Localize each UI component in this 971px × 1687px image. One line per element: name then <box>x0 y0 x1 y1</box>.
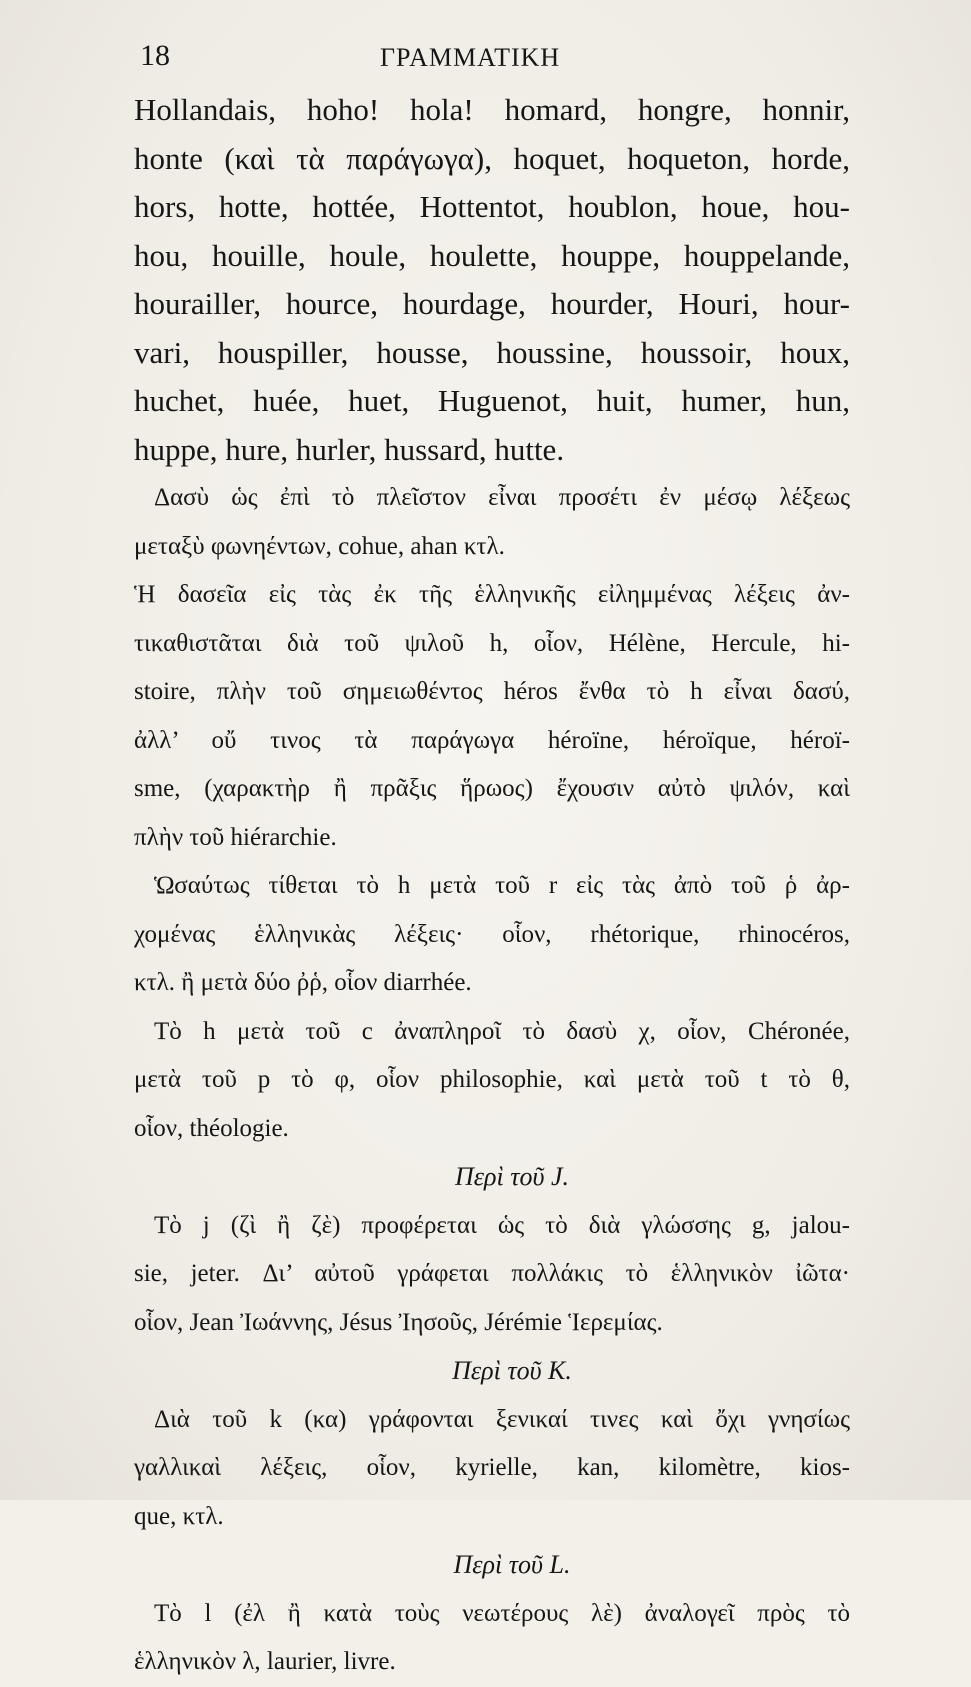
text-line: hourailler, hource, hourdage, hourder, Houri, hour- <box>134 286 850 321</box>
text-line: huchet, huée, huet, Huguenot, huit, humer, hun, <box>134 383 850 418</box>
text-line: μετὰ τοῦ p τὸ φ, οἷον philosophie, καὶ μετὰ τοῦ t τὸ θ, <box>134 1066 850 1093</box>
text-line: Hollandais, hoho! hola! homard, hongre, honnir, <box>134 92 850 127</box>
section-heading-l: Περὶ τοῦ L. <box>453 1550 571 1579</box>
running-title: ΓΡΑΜΜΑΤΙΚΗ <box>380 43 561 72</box>
text-line: honte (καὶ τὰ παράγωγα), hoquet, hoqueton, horde, <box>134 140 850 176</box>
page-number: 18 <box>140 39 170 72</box>
text-line: ἑλληνικὸν λ, laurier, livre. <box>134 1648 396 1675</box>
text-line: sie, jeter. Δι’ αὐτοῦ γράφεται πολλάκις τὸ ἑλληνικὸν ἰῶτα· <box>134 1260 850 1287</box>
text-line: οἷον, théologie. <box>134 1114 289 1142</box>
text-line: hou, houille, houle, houlette, houppe, houppelande, <box>134 237 850 273</box>
text-line: Τὸ j (ζὶ ἢ ζὲ) προφέρεται ὡς τὸ διὰ γλώσσης g, jalou- <box>154 1211 850 1239</box>
text-line: Τὸ h μετὰ τοῦ c ἀναπληροῖ τὸ δασὺ χ, οἷον, Chéronée, <box>154 1017 850 1045</box>
text-line: χομένας ἑλληνικὰς λέξεις· οἷον, rhétorique, rhinocéros, <box>134 920 850 948</box>
text-line: κτλ. ἢ μετὰ δύο ῤῥ, οἷον diarrhée. <box>134 969 472 996</box>
text-line: hors, hotte, hottée, Hottentot, houblon, houe, hou- <box>134 189 850 224</box>
text-line: Τὸ l (ἐλ ἢ κατὰ τοὺς νεωτέρους λὲ) ἀναλογεῖ πρὸς τὸ <box>154 1599 850 1627</box>
text-line: que, κτλ. <box>134 1502 224 1530</box>
text-line: Ἡ δασεῖα εἰς τὰς ἐκ τῆς ἑλληνικῆς εἰλημμένας λέξεις ἀν- <box>134 581 850 608</box>
text-line: πλὴν τοῦ hiérarchie. <box>134 823 337 851</box>
section-heading-k: Περὶ τοῦ K. <box>452 1356 572 1385</box>
text-line: vari, houspiller, housse, houssine, houssoir, houx, <box>134 334 850 370</box>
text-line: τικαθιστᾶται διὰ τοῦ ψιλοῦ h, οἷον, Hélène, Hercule, hi- <box>134 629 850 657</box>
section-heading-j: Περὶ τοῦ J. <box>454 1162 569 1191</box>
text-line: stoire, πλὴν τοῦ σημειωθέντος héros ἔνθα τὸ h εἶναι δασύ, <box>134 678 850 705</box>
body-text <box>134 86 850 1687</box>
text-line: γαλλικαὶ λέξεις, οἷον, kyrielle, kan, kilomètre, kios- <box>134 1454 850 1481</box>
text-line: μεταξὺ φωνηέντων, cohue, ahan κτλ. <box>134 532 505 560</box>
text-line: sme, (χαρακτὴρ ἢ πρᾶξις ἥρωος) ἔχουσιν αὐτὸ ψιλόν, καὶ <box>134 775 850 802</box>
text-line: ἀλλ’ οὔ τινος τὰ παράγωγα héroïne, héroïque, héroï- <box>134 726 850 754</box>
text-line: Ὡσαύτως τίθεται τὸ h μετὰ τοῦ r εἰς τὰς ἀπὸ τοῦ ῥ ἀρ- <box>154 872 850 899</box>
page-header <box>140 38 840 78</box>
text-line: Διὰ τοῦ k (κα) γράφονται ξενικαί τινες καὶ ὄχι γνησίως <box>154 1405 850 1433</box>
text-line: Δασὺ ὡς ἐπὶ τὸ πλεῖστον εἶναι προσέτι ἐν μέσῳ λέξεως <box>154 484 850 511</box>
text-line: huppe, hure, hurler, hussard, hutte. <box>134 431 565 467</box>
text-line: οἷον, Jean Ἰωάννης, Jésus Ἰησοῦς, Jérémie Ἱερεμίας. <box>134 1308 663 1336</box>
